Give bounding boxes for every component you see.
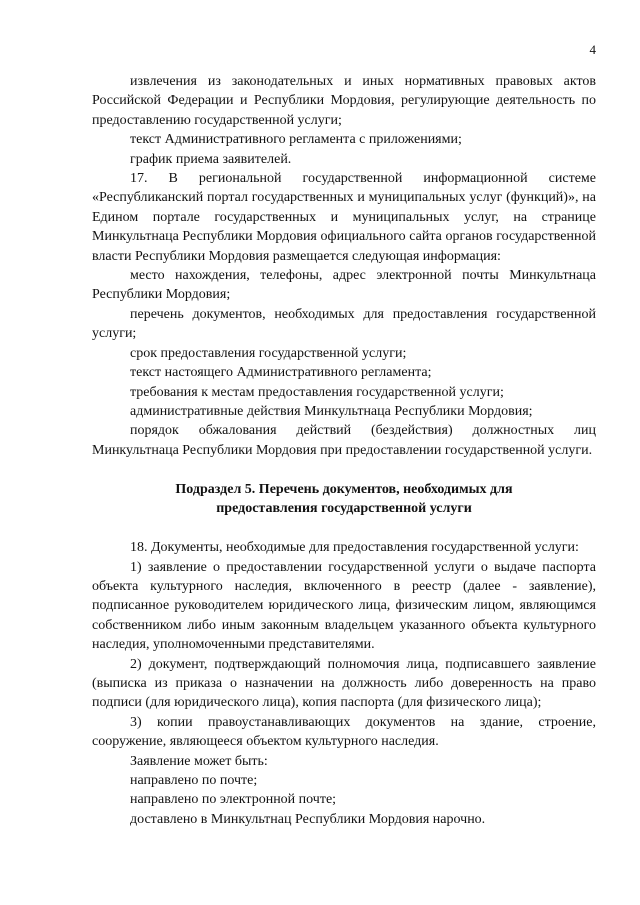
page-number: 4 <box>589 42 596 57</box>
paragraph: график приема заявителей. <box>130 151 292 167</box>
paragraph: срок предоставления государственной услуги; <box>130 345 407 361</box>
paragraph: место нахождения, телефоны, адрес электронной почты Минкультнаца Республики Мордовия; <box>92 268 596 303</box>
paragraph: доставлено в Минкультнац Республики Мордовия нарочно. <box>130 811 486 827</box>
paragraph: 2) документ, подтверждающий полномочия лица, подписавшего заявление (выписка из приказа о назначении на должность либо доверенность на право подписи (для юридического лица), копия паспорта (для физического лица); <box>92 656 596 711</box>
paragraph: 1) заявление о предоставлении государственной услуги о выдаче паспорта объекта культурного наследия, включенного в реестр (далее - заявление), подписанное руководителем юридического лица, физическим лицом, являющимся собственником либо иным законным владельцем указанного объекта культурного наследия, уполномоченными представителями. <box>92 559 596 653</box>
section-heading: Подраздел 5. Перечень документов, необходимых для предоставления государственной услуги <box>175 482 513 517</box>
paragraph: 18. Документы, необходимые для предоставления государственной услуги: <box>130 540 579 556</box>
paragraph: текст Административного регламента с приложениями; <box>130 132 462 148</box>
paragraph: перечень документов, необходимых для предоставления государственной услуги; <box>92 306 596 342</box>
paragraph: административные действия Минкультнаца Республики Мордовия; <box>130 403 533 419</box>
paragraph: порядок обжалования действий (бездействия) должностных лиц Минкультнаца Республики Мордовия при предоставлении государственной услуги. <box>92 423 596 458</box>
paragraph: направлено по электронной почте; <box>130 792 337 808</box>
paragraph: 17. В региональной государственной информационной системе «Республиканский портал государственных и муниципальных услуг (функций)», на Едином портале государственных и муниципальных услуг, на странице Минкультнаца Республики Мордовия официального сайта органов государственной власти Республики Мордовия размещается следующая информация: <box>92 171 596 264</box>
paragraph: направлено по почте; <box>130 773 258 788</box>
paragraph: 3) копии правоустанавливающих документов на здание, строение, сооружение, являющееся объектом культурного наследия. <box>92 714 596 750</box>
paragraph: извлечения из законодательных и иных нормативных правовых актов Российской Федерации и Республики Мордовия, регулирующие деятельность по предоставлению государственной услуги; <box>92 74 596 128</box>
document-body <box>92 72 596 829</box>
paragraph: требования к местам предоставления государственной услуги; <box>130 384 504 400</box>
paragraph: Заявление может быть: <box>130 753 268 769</box>
paragraph: текст настоящего Административного регламента; <box>130 365 432 381</box>
